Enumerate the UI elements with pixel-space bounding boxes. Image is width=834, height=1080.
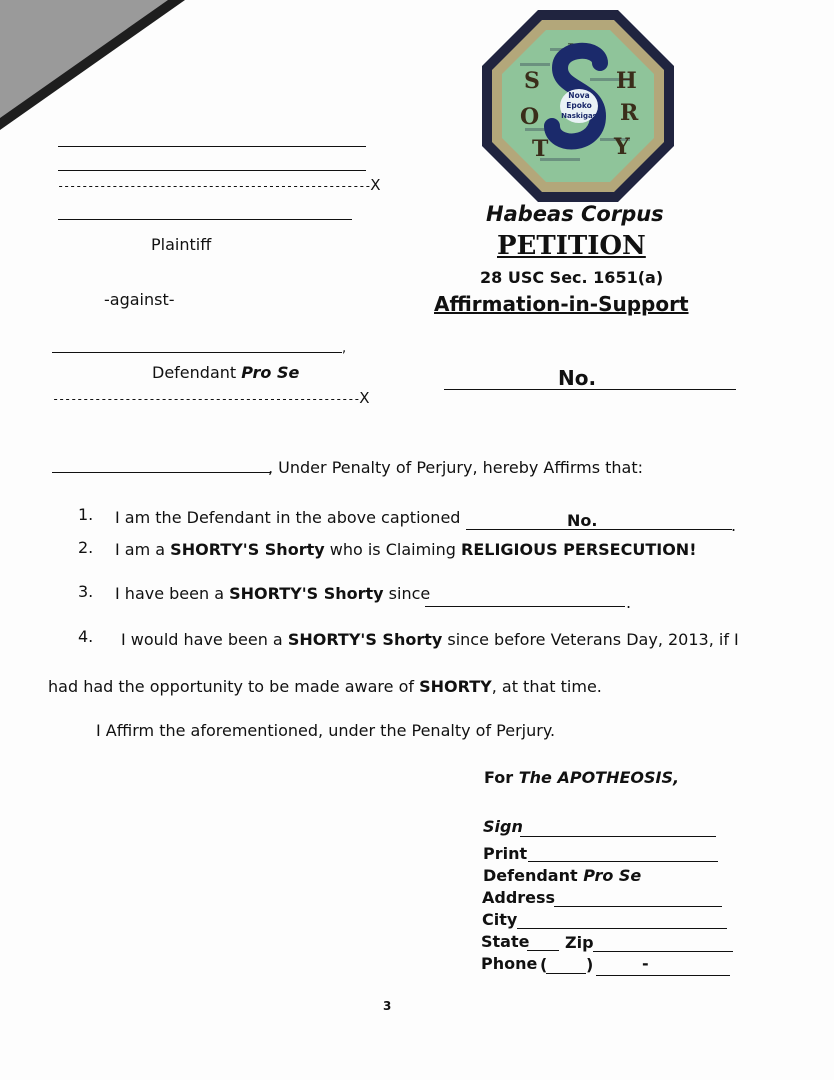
defendant-pro-se-label: Defendant Pro Se: [483, 866, 642, 885]
item-4-number: 4.: [78, 627, 94, 646]
phone-area-line: [546, 973, 586, 974]
item-1-blank-line: [466, 529, 732, 530]
plaintiff-name-line-3: [58, 219, 352, 220]
state-line: [527, 950, 559, 951]
plaintiff-name-line-1: [58, 146, 366, 147]
item-3-number: 3.: [78, 582, 94, 601]
city-line: [517, 928, 727, 929]
print-label: Print: [483, 844, 528, 863]
title-habeas-corpus: Habeas Corpus: [486, 202, 664, 226]
intro-statement: , Under Penalty of Perjury, hereby Affirms that:: [268, 458, 644, 477]
logo-tm: TM: [568, 43, 582, 53]
plaintiff-name-line-2: [58, 170, 366, 171]
logo-letter-h: H: [616, 68, 637, 94]
state-label: State: [481, 932, 530, 951]
logo-letter-s: S: [524, 68, 540, 94]
phone-open-paren: (: [540, 955, 548, 974]
item-1-number: 1.: [78, 505, 94, 524]
affirmation-statement: I Affirm the aforementioned, under the Penalty of Perjury.: [96, 721, 556, 740]
phone-label: Phone: [481, 954, 538, 973]
logo-text-nova: Nova: [568, 91, 590, 100]
city-label: City: [482, 910, 518, 929]
defendant-label: Defendant Pro Se: [152, 363, 300, 382]
logo-letter-y: Y: [614, 134, 630, 160]
title-petition: PETITION: [497, 231, 646, 261]
page-number: 3: [383, 999, 392, 1013]
page-corner-fold: [0, 0, 168, 118]
sign-line: [520, 836, 716, 837]
address-label: Address: [482, 888, 556, 907]
logo-letter-r: R: [620, 100, 639, 126]
print-line: [528, 861, 718, 862]
address-line: [554, 906, 722, 907]
sign-label: Sign: [483, 817, 523, 836]
item-3-blank-line: [425, 606, 625, 607]
item-2-number: 2.: [78, 538, 94, 557]
phone-number-line: [596, 975, 730, 976]
item-3-text: I have been a SHORTY'S Shorty since: [115, 584, 431, 603]
title-affirmation: Affirmation-in-Support: [434, 292, 689, 316]
item-1-period: .: [731, 516, 737, 535]
item-4-text-line-2: had had the opportunity to be made aware of SHORTY, at that time.: [48, 677, 602, 696]
phone-close-paren: ): [586, 955, 594, 974]
caption-divider-top: ----------------------------------------------------X: [57, 176, 381, 194]
item-3-period: .: [626, 593, 632, 612]
caption-divider-bottom: ---------------------------------------------------X: [52, 389, 370, 407]
shorty-logo: [480, 8, 676, 204]
item-2-text: I am a SHORTY'S Shorty who is Claiming RELIGIOUS PERSECUTION!: [115, 540, 697, 559]
logo-text-naskigas: Naskigas: [561, 112, 597, 120]
item-1-no: No.: [567, 511, 598, 530]
logo-text-epoko: Epoko: [566, 101, 592, 110]
zip-label: Zip: [565, 933, 594, 952]
title-statute: 28 USC Sec. 1651(a): [480, 268, 664, 287]
logo-letter-t: T: [532, 136, 549, 162]
logo-letter-o: O: [520, 104, 540, 130]
defendant-name-line: [52, 352, 342, 353]
plaintiff-label: Plaintiff: [151, 235, 212, 254]
for-apotheosis: For The APOTHEOSIS,: [484, 768, 680, 787]
case-number-label: No.: [558, 366, 597, 390]
affiant-name-line: [52, 472, 270, 473]
item-4-text-line-1: I would have been a SHORTY'S Shorty since before Veterans Day, 2013, if I: [121, 630, 739, 649]
item-1-text: I am the Defendant in the above captioned: [115, 508, 461, 527]
zip-line: [593, 951, 733, 952]
phone-dash: -: [642, 954, 649, 973]
defendant-comma: ,: [342, 341, 347, 356]
against-label: -against-: [104, 290, 175, 309]
